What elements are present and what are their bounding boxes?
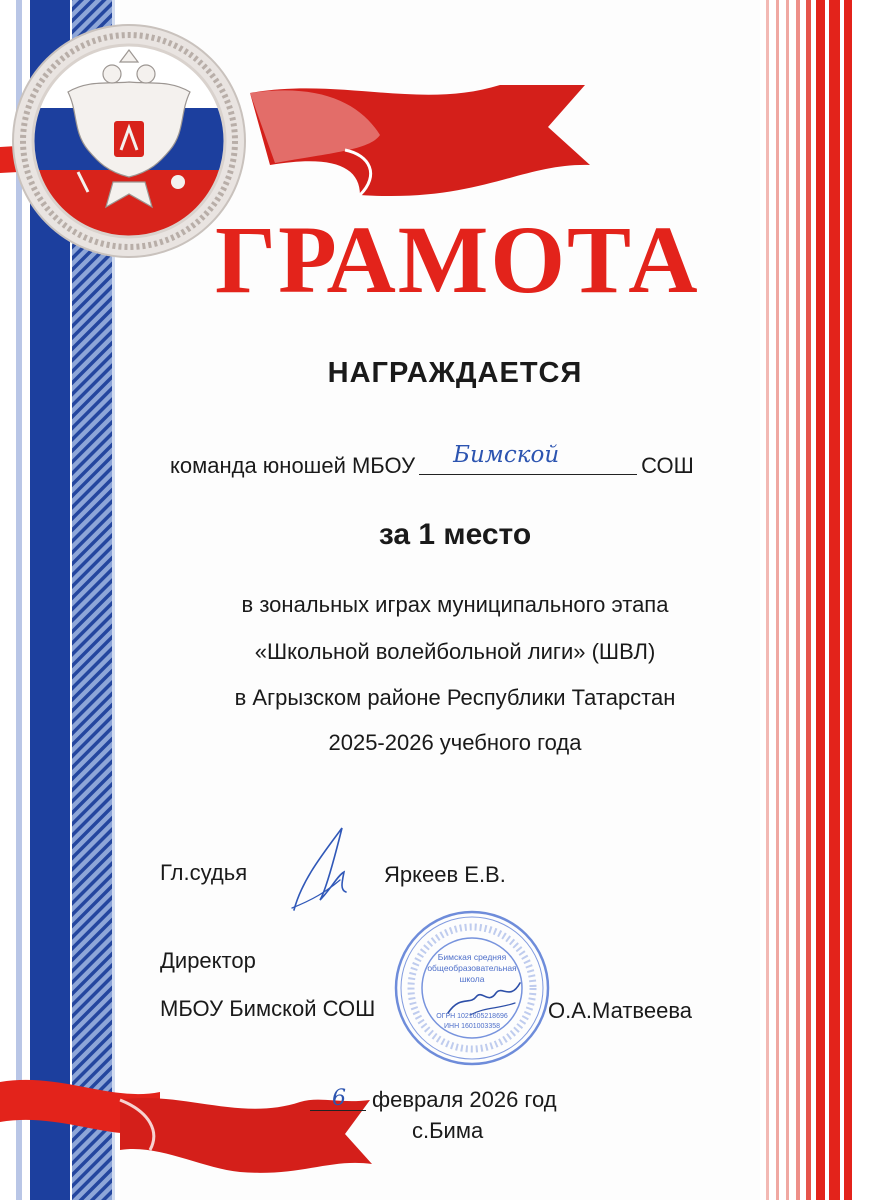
director-name: О.А.Матвеева bbox=[548, 998, 692, 1023]
description-line-4: 2025-2026 учебного года bbox=[328, 730, 582, 755]
stamp-line-4: ОГРН 1021605218696 bbox=[436, 1013, 508, 1020]
team-suffix: СОШ bbox=[641, 453, 694, 478]
team-prefix: команда юношей МБОУ bbox=[170, 453, 416, 478]
awarded-heading: НАГРАЖДАЕТСЯ bbox=[327, 357, 583, 389]
description-line-3: в Агрызском районе Республики Татарстан bbox=[234, 685, 676, 710]
team-line bbox=[170, 442, 750, 479]
right-red-border bbox=[760, 0, 873, 1200]
certificate-title: ГРАМОТА bbox=[215, 206, 700, 313]
judge-signature bbox=[282, 820, 362, 920]
place-heading: за 1 место bbox=[378, 518, 532, 551]
place-name: с.Бима bbox=[412, 1118, 484, 1143]
bottom-ribbon bbox=[0, 1062, 380, 1182]
team-handwritten: Бимской bbox=[453, 442, 560, 468]
stamp-line-3: школа bbox=[459, 974, 485, 984]
stamp-line-1: Бимская средняя bbox=[437, 952, 507, 962]
team-fill-line bbox=[419, 442, 637, 475]
director-signature bbox=[440, 975, 530, 1025]
description-line-2: «Школьной волейбольной лиги» (ШВЛ) bbox=[254, 639, 656, 664]
director-org: МБОУ Бимской СОШ bbox=[160, 996, 376, 1021]
russian-state-emblem bbox=[8, 22, 250, 260]
director-label: Директор bbox=[160, 948, 256, 973]
stamp-line-5: ИНН 1601003358 bbox=[443, 1023, 501, 1030]
stamp-line-2: общеобразовательная bbox=[427, 963, 517, 973]
description-line-1: в зональных играх муниципального этапа bbox=[241, 592, 669, 617]
judge-name: Яркеев Е.В. bbox=[384, 862, 506, 887]
date-day-handwritten: 6 bbox=[332, 1086, 346, 1111]
date-rest: февраля 2026 год bbox=[372, 1087, 557, 1112]
judge-label: Гл.судья bbox=[160, 860, 248, 885]
